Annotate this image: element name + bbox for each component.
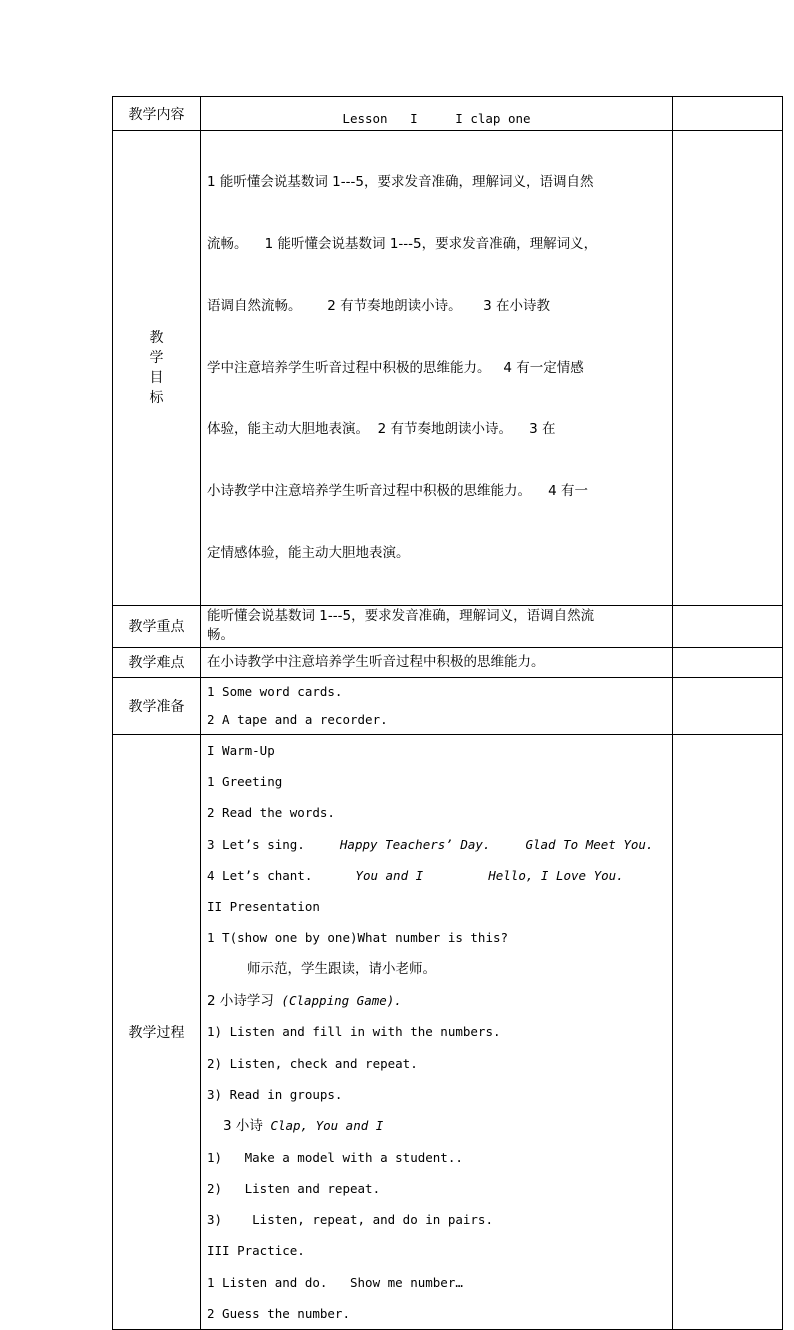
objectives-text: [201, 131, 673, 606]
text-span: 3 小诗: [223, 1118, 263, 1135]
label-char: 标: [149, 389, 164, 406]
text-line: 1) Listen and fill in with the numbers.: [207, 1024, 501, 1040]
text-span: 2 小诗学习: [207, 993, 274, 1010]
text-line: III Practice.: [207, 1243, 305, 1259]
text-line: 体验，能主动大胆地表演。 2 有节奏地朗读小诗。 3 在: [207, 421, 556, 438]
lesson-plan-table: [112, 96, 783, 1330]
remark-cell-3: [673, 605, 783, 647]
text-line: 小诗教学中注意培养学生听音过程中积极的思维能力。 4 有一: [207, 483, 589, 500]
text-line: 1 Greeting: [207, 773, 283, 789]
text-line: 2) Listen and repeat.: [207, 1180, 381, 1196]
text-line: 学中注意培养学生听音过程中积极的思维能力。 4 有一定情感: [207, 359, 584, 376]
text-line: [207, 829, 666, 860]
label-char: 学: [149, 349, 164, 366]
row-content: [113, 97, 783, 131]
text-line: 2) Listen, check and repeat.: [207, 1055, 418, 1071]
text-line: 1 Some word cards.: [207, 683, 343, 699]
remark-cell-6: [673, 734, 783, 1330]
text-line: 定情感体验，能主动大胆地表演。: [207, 544, 410, 561]
label-difficulties: 教学难点: [113, 647, 201, 677]
text-line: II Presentation: [207, 899, 320, 915]
poem-title: Clap, You and I: [270, 1118, 384, 1134]
text-line: [207, 1110, 666, 1141]
difficulties-text: 在小诗教学中注意培养学生听音过程中积极的思维能力。: [201, 647, 673, 677]
text-span: 3 Let’s sing.: [207, 836, 305, 852]
process-text: [201, 734, 673, 1330]
row-key-points: [113, 605, 783, 647]
song-title: Happy Teachers’ Day.: [339, 836, 491, 852]
label-char: 目: [149, 369, 164, 386]
text-line: 流畅。 1 能听懂会说基数词 1---5，要求发音准确，理解词义，: [207, 235, 598, 252]
row-difficulties: [113, 647, 783, 677]
preparation-text: [201, 677, 673, 734]
row-objectives: [113, 131, 783, 606]
remark-cell-2: [673, 131, 783, 606]
text-line: [207, 860, 666, 891]
text-span: 4 Let’s chant.: [207, 867, 313, 883]
label-key-points: 教学重点: [113, 605, 201, 647]
chant-title: Hello, I Love You.: [488, 867, 624, 883]
row-preparation: [113, 677, 783, 734]
text-line: I Warm-Up: [207, 742, 275, 758]
text-line: 2 A tape and a recorder.: [207, 711, 388, 727]
label-char: 教: [149, 329, 164, 346]
key-points-text: [201, 605, 673, 647]
label-objectives: [113, 131, 201, 606]
text-line: [207, 985, 666, 1016]
text-line: 师示范，学生跟读，请小老师。: [247, 960, 436, 977]
text-line: 3) Listen, repeat, and do in pairs.: [207, 1212, 493, 1228]
label-process: 教学过程: [113, 734, 201, 1330]
remark-cell-1: [673, 97, 783, 131]
song-title: Glad To Meet You.: [525, 836, 654, 852]
row-process: [113, 734, 783, 1330]
text-line: 语调自然流畅。 2 有节奏地朗读小诗。 3 在小诗教: [207, 297, 550, 314]
label-content: 教学内容: [113, 97, 201, 131]
text-line: 3) Read in groups.: [207, 1086, 343, 1102]
remark-cell-4: [673, 647, 783, 677]
label-preparation: 教学准备: [113, 677, 201, 734]
text-line: 1 能听懂会说基数词 1---5，要求发音准确，理解词义，语调自然: [207, 174, 594, 191]
text-line: 2 Read the words.: [207, 805, 335, 821]
text-line: 能听懂会说基数词 1---5，要求发音准确，理解词义，语调自然流: [207, 607, 595, 624]
game-title: (Clapping Game).: [281, 993, 402, 1009]
text-line: 1) Make a model with a student..: [207, 1149, 463, 1165]
text-line: 2 Guess the number.: [207, 1306, 350, 1321]
remark-cell-5: [673, 677, 783, 734]
text-line: 1 T(show one by one)What number is this?: [207, 930, 509, 946]
text-line: 畅。: [207, 627, 234, 644]
lesson-title: Lesson I I clap one: [201, 97, 673, 131]
chant-title: You and I: [355, 867, 424, 883]
text-line: 1 Listen and do. Show me number…: [207, 1274, 463, 1290]
